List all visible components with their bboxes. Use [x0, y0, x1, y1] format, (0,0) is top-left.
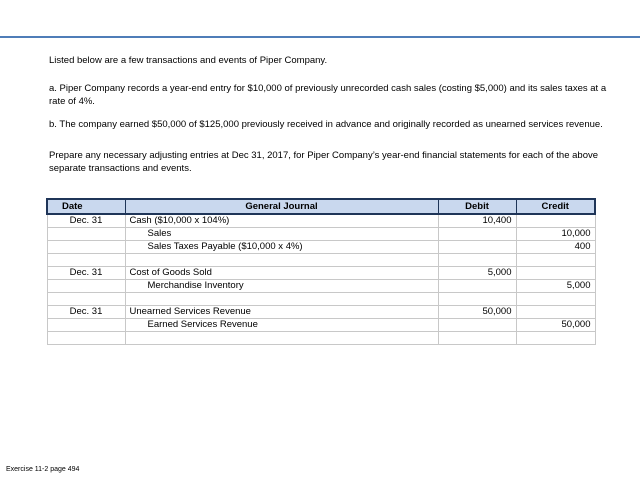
account-name: Merchandise Inventory	[125, 280, 438, 293]
account-name: Sales	[125, 228, 438, 241]
table-row	[47, 241, 595, 254]
account-name: Sales Taxes Payable ($10,000 x 4%)	[125, 241, 438, 254]
entry-date	[47, 293, 125, 306]
credit-amount: 400	[516, 241, 595, 254]
credit-amount	[516, 293, 595, 306]
debit-amount	[438, 254, 516, 267]
debit-amount	[438, 228, 516, 241]
table-row	[47, 319, 595, 332]
account-name	[125, 254, 438, 267]
debit-amount	[438, 319, 516, 332]
entry-date	[47, 228, 125, 241]
general-journal-table	[46, 198, 596, 345]
debit-amount: 10,400	[438, 214, 516, 228]
debit-amount: 50,000	[438, 306, 516, 319]
entry-date	[47, 241, 125, 254]
entry-date	[47, 332, 125, 345]
entry-date: Dec. 31	[47, 214, 125, 228]
entry-date	[47, 254, 125, 267]
credit-amount: 10,000	[516, 228, 595, 241]
credit-amount: 5,000	[516, 280, 595, 293]
debit-amount	[438, 293, 516, 306]
top-divider	[0, 36, 640, 38]
table-row	[47, 228, 595, 241]
account-name: Unearned Services Revenue	[125, 306, 438, 319]
account-name: Cash ($10,000 x 104%)	[125, 214, 438, 228]
debit-amount	[438, 280, 516, 293]
general-journal-header: General Journal	[125, 199, 438, 214]
journal-header-row	[47, 199, 595, 214]
credit-amount	[516, 254, 595, 267]
table-row	[47, 214, 595, 228]
table-row	[47, 267, 595, 280]
table-row	[47, 332, 595, 345]
table-row	[47, 280, 595, 293]
source-footnote: Exercise 11-2 page 494	[6, 466, 80, 473]
entry-date: Dec. 31	[47, 267, 125, 280]
entry-date: Dec. 31	[47, 306, 125, 319]
credit-amount	[516, 332, 595, 345]
debit-header: Debit	[438, 199, 516, 214]
account-name	[125, 332, 438, 345]
table-row	[47, 306, 595, 319]
intro-text: Listed below are a few transactions and events of Piper Company.	[49, 55, 328, 66]
entry-date	[47, 280, 125, 293]
credit-header: Credit	[516, 199, 595, 214]
debit-amount: 5,000	[438, 267, 516, 280]
transaction-b-text: b. The company earned $50,000 of $125,000 previously received in advance and originally recorded as unearned services revenue.	[49, 119, 603, 130]
credit-amount	[516, 306, 595, 319]
credit-amount: 50,000	[516, 319, 595, 332]
table-row	[47, 293, 595, 306]
debit-amount	[438, 332, 516, 345]
credit-amount	[516, 214, 595, 228]
instructions-text: Prepare any necessary adjusting entries at Dec 31, 2017, for Piper Company’s year-end financial statements for each of the above separate transactions and events.	[49, 150, 599, 174]
debit-amount	[438, 241, 516, 254]
date-header: Date	[47, 199, 125, 214]
table-row	[47, 254, 595, 267]
account-name	[125, 293, 438, 306]
entry-date	[47, 319, 125, 332]
account-name: Earned Services Revenue	[125, 319, 438, 332]
account-name: Cost of Goods Sold	[125, 267, 438, 280]
credit-amount	[516, 267, 595, 280]
transaction-a-text: a. Piper Company records a year-end entry for $10,000 of previously unrecorded cash sales (costing $5,000) and its sales taxes at a rate of 4%.	[49, 83, 607, 107]
